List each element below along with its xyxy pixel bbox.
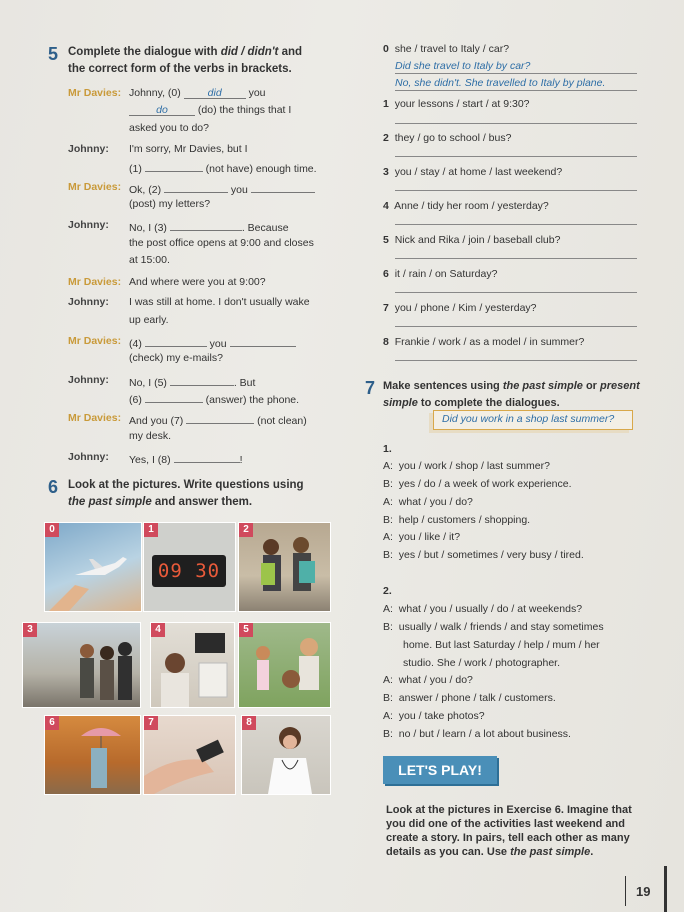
answer-line-3[interactable] [395, 190, 637, 191]
text: (4) [129, 338, 145, 350]
instr-italic: did / didn't [220, 46, 279, 58]
question-1 [383, 98, 530, 110]
text: you [228, 184, 251, 196]
photo-7-phone [143, 715, 236, 795]
dialogue-line: (post) my letters? [129, 198, 211, 210]
speaker-johnny: Johnny: [68, 451, 109, 463]
dialogue-2-number: 2. [383, 585, 392, 597]
instr-italic: present [600, 380, 640, 392]
example-box [433, 410, 633, 430]
answer-blank-3[interactable] [170, 219, 242, 231]
text: And you (7) [129, 415, 187, 427]
dialogue-line: the post office opens at 9:00 and closes [129, 237, 314, 249]
answer-blank-7[interactable] [186, 412, 254, 424]
speaker: B: [383, 728, 393, 740]
question-text: your lessons / start / at 9:30? [394, 98, 530, 110]
dialogue-line [129, 87, 266, 99]
dialogue-line: up early. [129, 314, 169, 326]
answer-blank-1[interactable] [145, 160, 203, 172]
question-number: 6 [383, 268, 389, 280]
question-number: 7 [383, 302, 389, 314]
photo-number: 1 [144, 523, 158, 537]
question-text: they / go to school / bus? [394, 132, 512, 144]
page-edge-bar [664, 866, 667, 912]
question-number: 1 [383, 98, 389, 110]
text: . But [233, 377, 256, 389]
question-text: you / stay / at home / last weekend? [394, 166, 563, 178]
prompt: help / customers / shopping. [398, 514, 531, 526]
instr-part: to complete the dialogues. [417, 397, 560, 409]
answer-blank-2b[interactable] [251, 181, 315, 193]
photo-4-tv [150, 622, 235, 708]
question-7 [383, 302, 537, 314]
photo-5-kids-basketball [238, 622, 331, 708]
instr-italic: the past simple [510, 846, 591, 858]
speaker-mr-davies: Mr Davies: [68, 412, 122, 424]
answer-line-2[interactable] [395, 156, 637, 157]
dialogue-2-line [383, 603, 582, 615]
plane-icon [45, 523, 141, 611]
photo-2-schoolgirls [238, 522, 331, 612]
prompt: answer / phone / talk / customers. [398, 692, 556, 704]
text: Yes, I (8) [129, 454, 174, 466]
dialogue-1-line [383, 478, 572, 490]
text: ! [239, 454, 243, 466]
dialogue-1-line [383, 531, 460, 543]
exercise-6-number: 6 [48, 477, 59, 497]
answer-blank-4b[interactable] [230, 335, 296, 347]
instr-part: Make sentences using [383, 380, 503, 392]
photo-number: 2 [239, 523, 253, 537]
text: (not have) enough time. [202, 163, 317, 175]
question-8 [383, 336, 584, 348]
speaker-johnny: Johnny: [68, 143, 109, 155]
question-6 [383, 268, 497, 280]
dialogue-1-line [383, 514, 530, 526]
prompt: yes / do / a week of work experience. [398, 478, 572, 490]
question-3 [383, 166, 562, 178]
dialogue-2-line [383, 728, 571, 740]
exercise-5-instruction [68, 44, 302, 78]
prompt: you / work / shop / last summer? [398, 460, 550, 472]
text: (answer) the phone. [202, 394, 300, 406]
dialogue-line [129, 104, 291, 116]
speaker: A: [383, 603, 393, 615]
question-number: 8 [383, 336, 389, 348]
friends-icon [23, 623, 140, 707]
text: No, I (5) [129, 377, 170, 389]
photo-3-friends [22, 622, 141, 708]
question-2 [383, 132, 511, 144]
dialogue-1-line [383, 496, 473, 508]
answer-blank-0[interactable]: did [184, 87, 246, 99]
dialogue-line: I was still at home. I don't usually wake [129, 296, 310, 308]
lets-play-banner: LET'S PLAY! [383, 756, 497, 784]
answer-blank-5[interactable] [170, 374, 234, 386]
text: you did one of the activities last weekend and [386, 818, 625, 830]
prompt: usually / walk / friends / and stay sometimes [398, 621, 604, 633]
photo-number: 5 [239, 623, 253, 637]
text: details as you can. Use [386, 846, 511, 858]
umbrella-icon [45, 716, 140, 794]
photo-1-clock [143, 522, 236, 612]
answer-blank-4[interactable] [145, 335, 207, 347]
dialogue-line [129, 219, 289, 234]
answer-blank-8[interactable] [174, 451, 240, 463]
prompt: yes / but / sometimes / very busy / tired. [398, 549, 584, 561]
prompt: no / but / learn / a lot about business. [398, 728, 571, 740]
dialogue-line [129, 160, 317, 175]
speaker-mr-davies: Mr Davies: [68, 335, 122, 347]
question-text: she / travel to Italy / car? [394, 43, 510, 55]
photo-number: 0 [45, 523, 59, 537]
text: (do) the things that I [195, 104, 292, 116]
photo-number: 8 [242, 716, 256, 730]
answer-blank-6[interactable] [145, 391, 203, 403]
instr-italic: simple [383, 397, 418, 409]
answer-line [395, 90, 637, 91]
text: Look at the pictures in Exercise 6. Imagine that [386, 804, 632, 816]
speaker-mr-davies: Mr Davies: [68, 181, 122, 193]
dialogue-1-number: 1. [383, 443, 392, 455]
instr-part: and [278, 46, 303, 58]
exercise-7-number: 7 [365, 378, 376, 398]
question-text: it / rain / on Saturday? [394, 268, 498, 280]
speaker: B: [383, 621, 393, 633]
answer-line-8[interactable] [395, 360, 637, 361]
speaker: A: [383, 710, 393, 722]
instr-italic: the past simple [502, 380, 583, 392]
speaker: A: [383, 674, 393, 686]
dialogue-line [129, 391, 299, 406]
question-text: Nick and Rika / join / baseball club? [394, 234, 561, 246]
dialogue-2-line [383, 692, 556, 704]
dialogue-line: asked you to do? [129, 122, 209, 134]
instr-part: the correct form of the verbs in brackets. [68, 63, 292, 75]
instr-part: and answer them. [151, 496, 253, 508]
text: (not clean) [254, 415, 307, 427]
instr-italic: the past simple [68, 496, 152, 508]
answer-line-6[interactable] [395, 292, 637, 293]
question-number: 5 [383, 234, 389, 246]
question-text: you / phone / Kim / yesterday? [394, 302, 537, 314]
question-number: 0 [383, 43, 389, 55]
dialogue-line: (check) my e-mails? [129, 352, 223, 364]
photo-6-umbrella [44, 715, 141, 795]
prompt: you / like / it? [398, 531, 461, 543]
text: . Because [241, 222, 289, 234]
question-text: Frankie / work / as a model / in summer? [394, 336, 585, 348]
question-5 [383, 234, 560, 246]
exercise-5-number: 5 [48, 44, 59, 64]
answer-blank-2[interactable] [164, 181, 228, 193]
example-answer: Did you work in a shop last summer? [442, 413, 615, 425]
exercise-7-instruction [383, 378, 640, 412]
page-number-divider [625, 876, 626, 906]
answer-line-7[interactable] [395, 326, 637, 327]
text: Ok, (2) [129, 184, 165, 196]
photo-number: 6 [45, 716, 59, 730]
speaker-johnny: Johnny: [68, 219, 109, 231]
photo-8-doctor [241, 715, 331, 795]
dialogue-1-line [383, 460, 550, 472]
speaker-mr-davies: Mr Davies: [68, 87, 122, 99]
text: you [206, 338, 230, 350]
speaker-johnny: Johnny: [68, 296, 109, 308]
digital-clock: 09 30 [152, 555, 226, 587]
question-0 [383, 43, 509, 55]
answer-0-question: Did she travel to Italy by car? [395, 60, 531, 72]
dialogue-line: I'm sorry, Mr Davies, but I [129, 143, 248, 155]
speaker: B: [383, 549, 393, 561]
dialogue-2-line [383, 621, 604, 633]
speaker-mr-davies: Mr Davies: [68, 276, 122, 288]
prompt: what / you / usually / do / at weekends? [398, 603, 583, 615]
question-number: 4 [383, 200, 389, 212]
photo-number: 7 [144, 716, 158, 730]
text: (6) [129, 394, 145, 406]
speaker: A: [383, 496, 393, 508]
dialogue-line: at 15:00. [129, 254, 170, 266]
dialogue-2-line: home. But last Saturday / help / mum / her [403, 639, 600, 651]
prompt: you / take photos? [398, 710, 485, 722]
instr-part: or [582, 380, 601, 392]
speaker: B: [383, 514, 393, 526]
speaker: A: [383, 531, 393, 543]
lets-play-instruction [386, 803, 632, 859]
instr-part: Complete the dialogue with [68, 46, 221, 58]
speaker: B: [383, 478, 393, 490]
dialogue-2-line: studio. She / work / photographer. [403, 657, 561, 669]
question-number: 3 [383, 166, 389, 178]
question-number: 2 [383, 132, 389, 144]
dialogue-line [129, 374, 255, 389]
photo-number: 3 [23, 623, 37, 637]
prompt: what / you / do? [398, 674, 473, 686]
dialogue-2-line [383, 674, 473, 686]
question-text: Anne / tidy her room / yesterday? [394, 200, 549, 212]
dialogue-1-line [383, 549, 584, 561]
text: (1) [129, 163, 145, 175]
dialogue-line: my desk. [129, 430, 172, 442]
dialogue-line [129, 412, 307, 427]
text: Johnny, (0) [129, 87, 184, 99]
prompt: what / you / do? [398, 496, 473, 508]
answer-line [395, 73, 637, 74]
answer-0-answer: No, she didn't. She travelled to Italy by plane. [395, 77, 606, 89]
answer-blank-0b[interactable]: do [129, 104, 195, 116]
dialogue-line: And where were you at 9:00? [129, 276, 266, 288]
text: . [590, 846, 594, 858]
photo-number: 4 [151, 623, 165, 637]
text: No, I (3) [129, 222, 170, 234]
dialogue-line [129, 181, 315, 196]
text: you [245, 87, 266, 99]
dialogue-2-line [383, 710, 485, 722]
instr-part: Look at the pictures. Write questions using [68, 479, 304, 491]
dialogue-line [129, 451, 242, 466]
question-4 [383, 200, 549, 212]
answer-line-1[interactable] [395, 123, 637, 124]
page-number: 19 [636, 884, 651, 899]
photo-0-plane [44, 522, 142, 612]
speaker: B: [383, 692, 393, 704]
text: create a story. In pairs, tell each other as many [386, 832, 630, 844]
answer-line-5[interactable] [395, 258, 637, 259]
answer-line-4[interactable] [395, 224, 637, 225]
speaker: A: [383, 460, 393, 472]
dialogue-line [129, 335, 296, 350]
speaker-johnny: Johnny: [68, 374, 109, 386]
exercise-6-instruction [68, 477, 304, 511]
